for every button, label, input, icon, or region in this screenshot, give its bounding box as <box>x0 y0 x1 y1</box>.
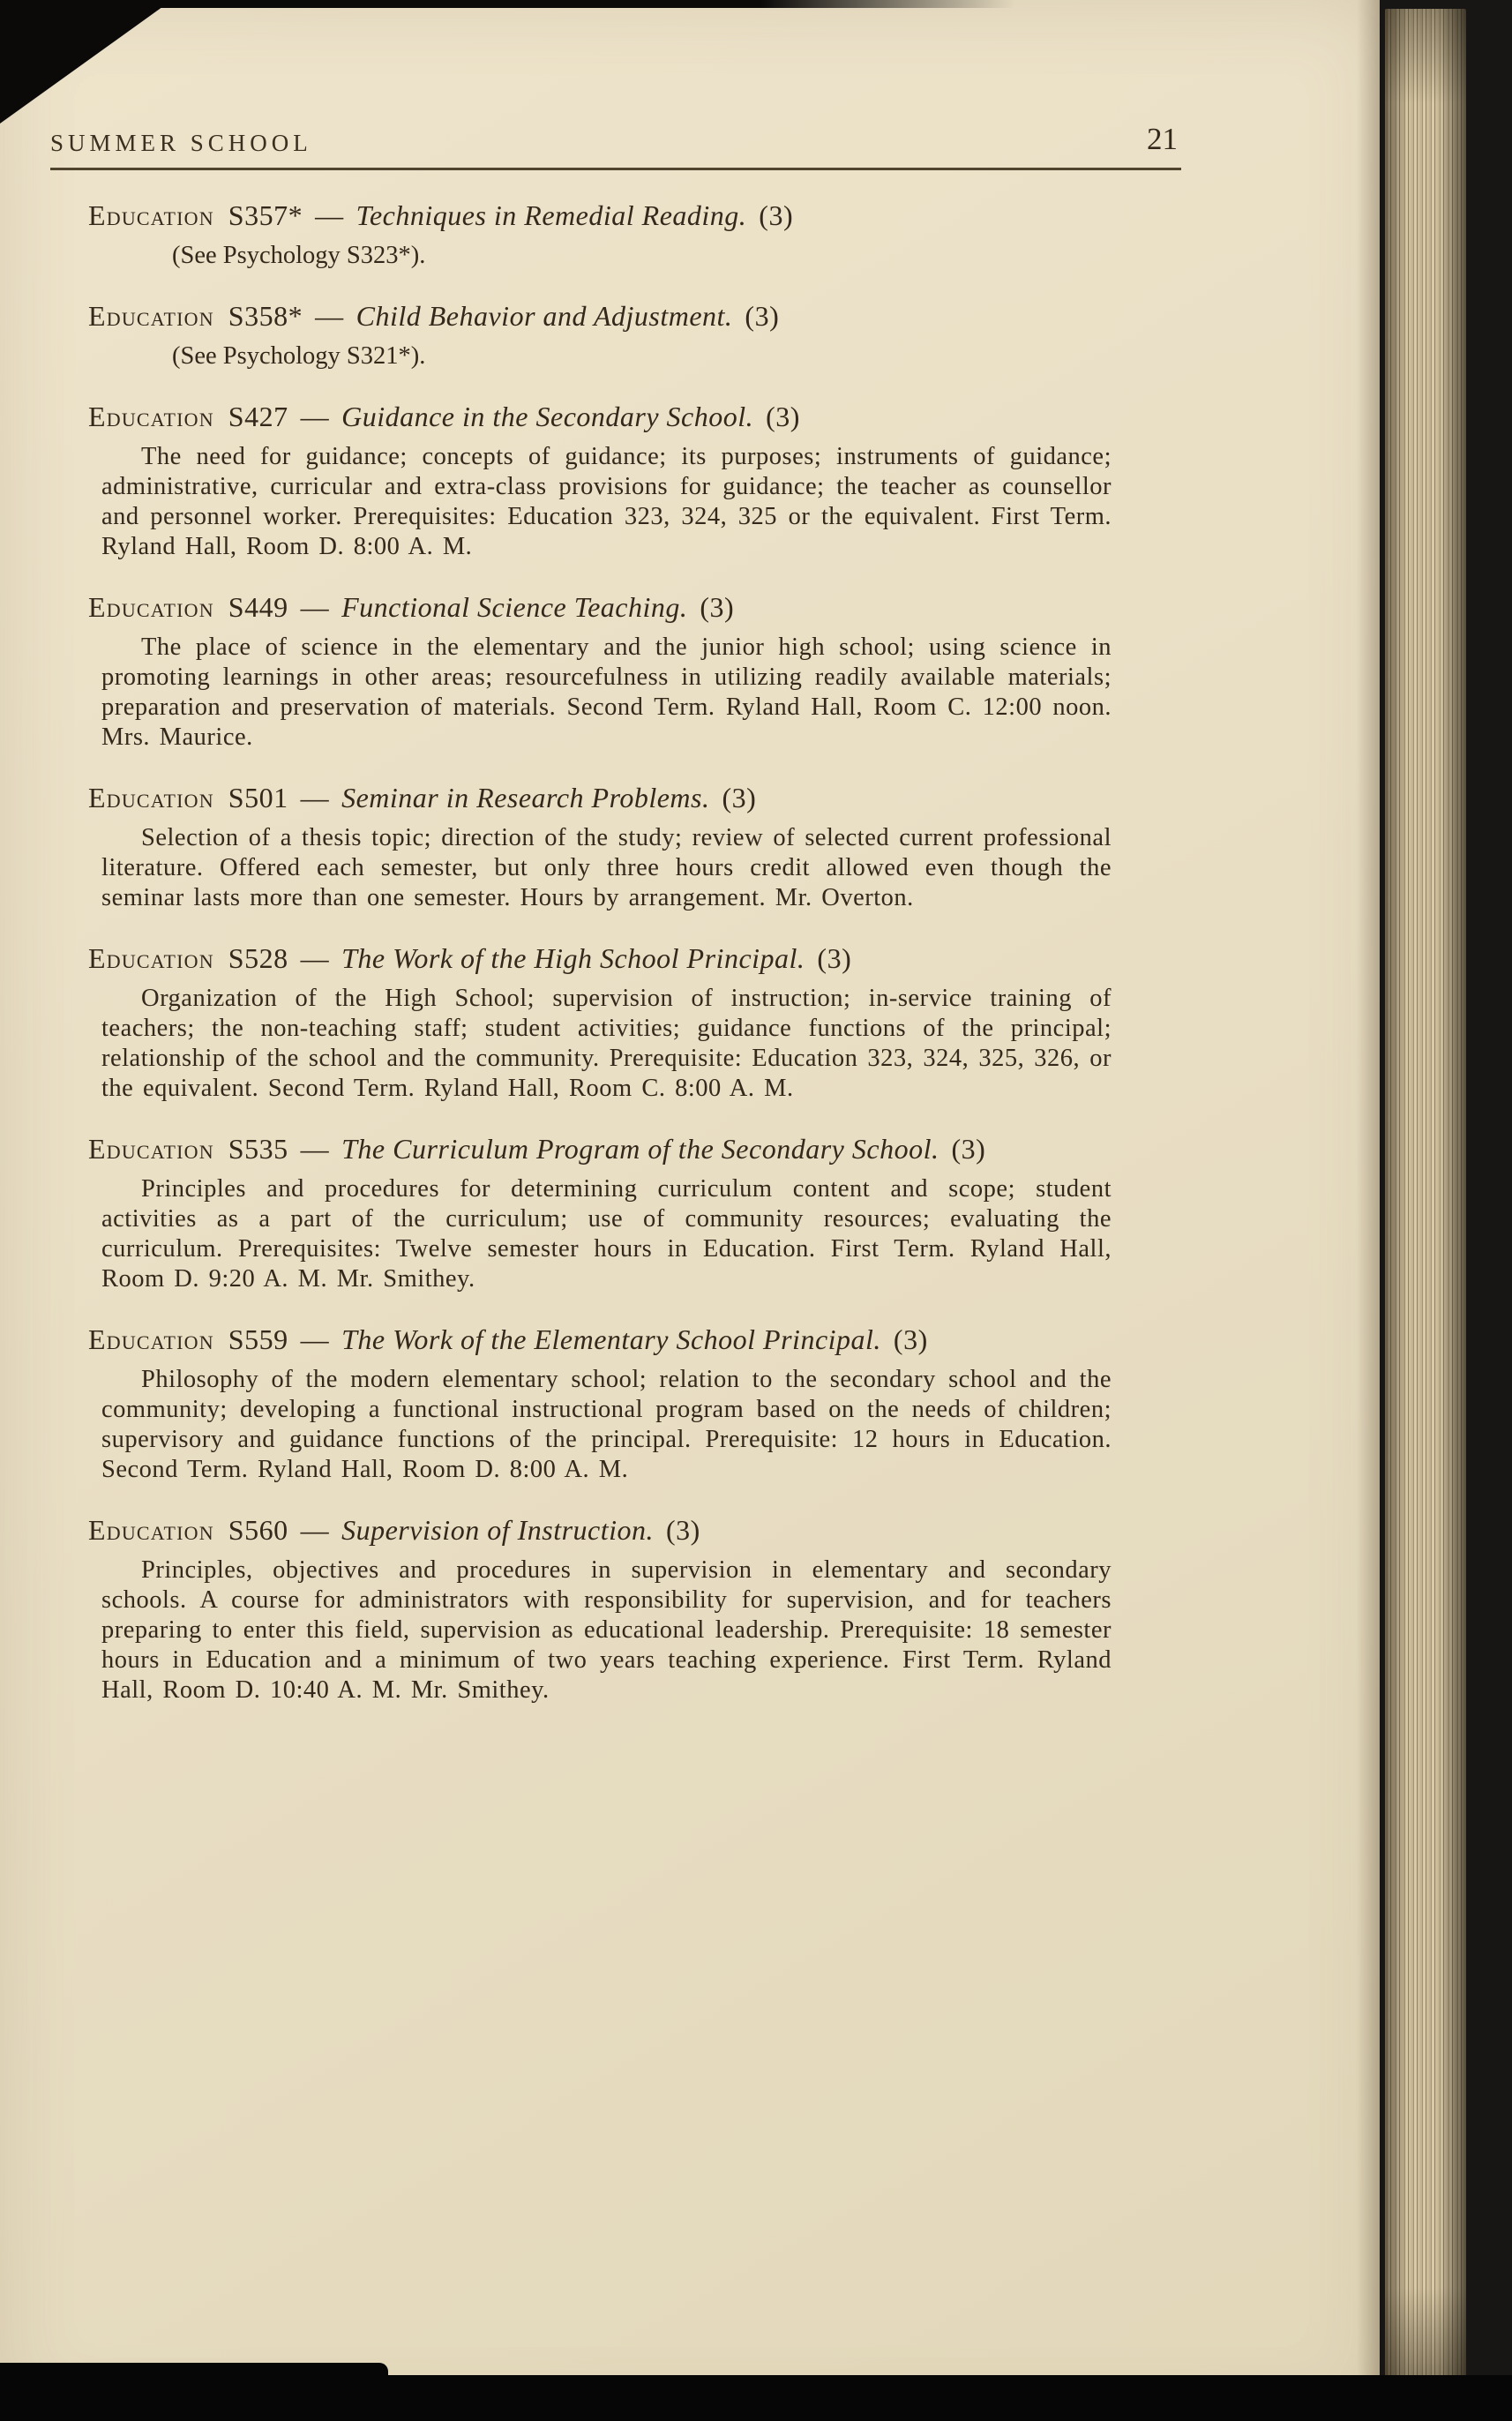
book-gutter-background <box>1380 0 1512 2421</box>
course-description: Philosophy of the modern elementary school; relation to the secondary school and the community; developing a functional instructional program based on the needs of children; supervisory and guidance functions of the principal. Prerequisite: 12 hours in Education. Second Term. Ryland Hall, Room D. 8:00 A. M. <box>101 1366 1112 1483</box>
course-entry <box>50 940 1181 1104</box>
heading-dash: — <box>300 401 330 432</box>
heading-dash: — <box>300 1514 330 1546</box>
course-heading <box>88 197 1181 234</box>
course-department: Education <box>88 199 214 231</box>
course-entry <box>50 1130 1181 1294</box>
course-heading <box>88 1321 1181 1358</box>
heading-dash: — <box>300 942 330 974</box>
course-title: The Curriculum Program of the Secondary School. <box>341 1133 939 1165</box>
course-heading <box>88 1511 1181 1548</box>
course-description: Selection of a thesis topic; direction of the study; review of selected current professional literature. Offered each semester, but only three hours credit allowed even though the seminar lasts more than one semester. Hours by arrangement. Mr. Overton. <box>101 824 1112 911</box>
course-heading <box>88 940 1181 977</box>
heading-dash: — <box>300 1133 330 1165</box>
scan-artifact-bottom-edge <box>0 2375 1512 2421</box>
course-title: The Work of the High School Principal. <box>341 942 805 974</box>
course-credits: (3) <box>745 300 780 332</box>
course-entry <box>50 779 1181 913</box>
course-title: Techniques in Remedial Reading. <box>356 199 747 231</box>
course-heading <box>88 398 1181 435</box>
course-entry <box>50 1511 1181 1705</box>
course-department: Education <box>88 1514 214 1546</box>
course-credits: (3) <box>893 1323 928 1355</box>
course-number: S501 <box>228 782 288 813</box>
course-heading <box>88 1130 1181 1167</box>
scan-artifact-top-edge <box>0 0 1014 8</box>
course-entry <box>50 588 1181 753</box>
course-title: Functional Science Teaching. <box>341 591 688 623</box>
heading-dash: — <box>315 300 344 332</box>
course-title: Supervision of Instruction. <box>341 1514 655 1546</box>
course-entry <box>50 398 1181 562</box>
course-description: Principles, objectives and procedures in supervision in elementary and secondary schools. A course for administrators with responsibility for supervision, and for teachers preparing to enter this field, supervision as educational leadership. Prerequisite: 18 semester hours in Education and a minimum of two years teaching experience. First Term. Ryland Hall, Room D. 10:40 A. M. Mr. Smithey. <box>101 1556 1112 1704</box>
section-title: SUMMER SCHOOL <box>50 130 312 156</box>
course-number: S560 <box>228 1514 288 1546</box>
course-department: Education <box>88 401 214 432</box>
page-header <box>50 122 1181 170</box>
course-title: The Work of the Elementary School Principal. <box>341 1323 881 1355</box>
course-entry <box>50 1321 1181 1485</box>
course-credits: (3) <box>766 401 800 432</box>
course-cross-reference: (See Psychology S323*). <box>172 242 426 269</box>
course-heading <box>88 779 1181 816</box>
book-page-edges <box>1385 9 1466 2382</box>
course-number: S357* <box>228 199 303 231</box>
course-title: Child Behavior and Adjustment. <box>356 300 733 332</box>
course-department: Education <box>88 300 214 332</box>
heading-dash: — <box>300 1323 330 1355</box>
course-description: Principles and procedures for determining curriculum content and scope; student activities as a part of the curriculum; use of community resources; evaluating the curriculum. Prerequisites: Twelve semester hours in Education. First Term. Ryland Hall, Room D. 9:20 A. M. Mr. Smithey. <box>101 1175 1112 1293</box>
course-department: Education <box>88 1133 214 1165</box>
heading-dash: — <box>300 591 330 623</box>
course-description: The need for guidance; concepts of guidance; its purposes; instruments of guidance; administrative, curricular and extra-class provisions for guidance; the teacher as counsellor and personnel worker. Prerequisites: Education 323, 324, 325 or the equivalent. First Term. Ryland Hall, Room D. 8:00 A. M. <box>101 443 1112 560</box>
course-department: Education <box>88 782 214 813</box>
course-department: Education <box>88 942 214 974</box>
course-entry <box>50 197 1181 271</box>
course-credits: (3) <box>700 591 735 623</box>
course-credits: (3) <box>722 782 757 813</box>
course-number: S559 <box>228 1323 288 1355</box>
course-department: Education <box>88 1323 214 1355</box>
course-heading <box>88 588 1181 626</box>
course-title: Guidance in the Secondary School. <box>341 401 754 432</box>
heading-dash: — <box>300 782 330 813</box>
course-number: S358* <box>228 300 303 332</box>
course-cross-reference: (See Psychology S321*). <box>172 342 426 370</box>
course-credits: (3) <box>951 1133 986 1165</box>
page-content <box>50 122 1181 1705</box>
course-entry <box>50 297 1181 371</box>
course-heading <box>88 297 1181 334</box>
course-title: Seminar in Research Problems. <box>341 782 710 813</box>
course-credits: (3) <box>817 942 852 974</box>
course-credits: (3) <box>759 199 794 231</box>
course-number: S528 <box>228 942 288 974</box>
course-number: S449 <box>228 591 288 623</box>
course-number: S427 <box>228 401 288 432</box>
course-department: Education <box>88 591 214 623</box>
page-number: 21 <box>1147 122 1178 156</box>
heading-dash: — <box>315 199 344 231</box>
course-description: Organization of the High School; supervision of instruction; in-service training of teachers; the non-teaching staff; student activities; guidance functions of the principal; relationship of the school and the community. Prerequisite: Education 323, 324, 325, 326, or the equivalent. Second Term. Ryland Hall, Room C. 8:00 A. M. <box>101 985 1112 1102</box>
course-credits: (3) <box>666 1514 700 1546</box>
course-description: The place of science in the elementary and the junior high school; using science in promoting learnings in other areas; resourcefulness in utilizing readily available materials; preparation and preservation of materials. Second Term. Ryland Hall, Room C. 12:00 noon. Mrs. Maurice. <box>101 633 1112 751</box>
course-number: S535 <box>228 1133 288 1165</box>
